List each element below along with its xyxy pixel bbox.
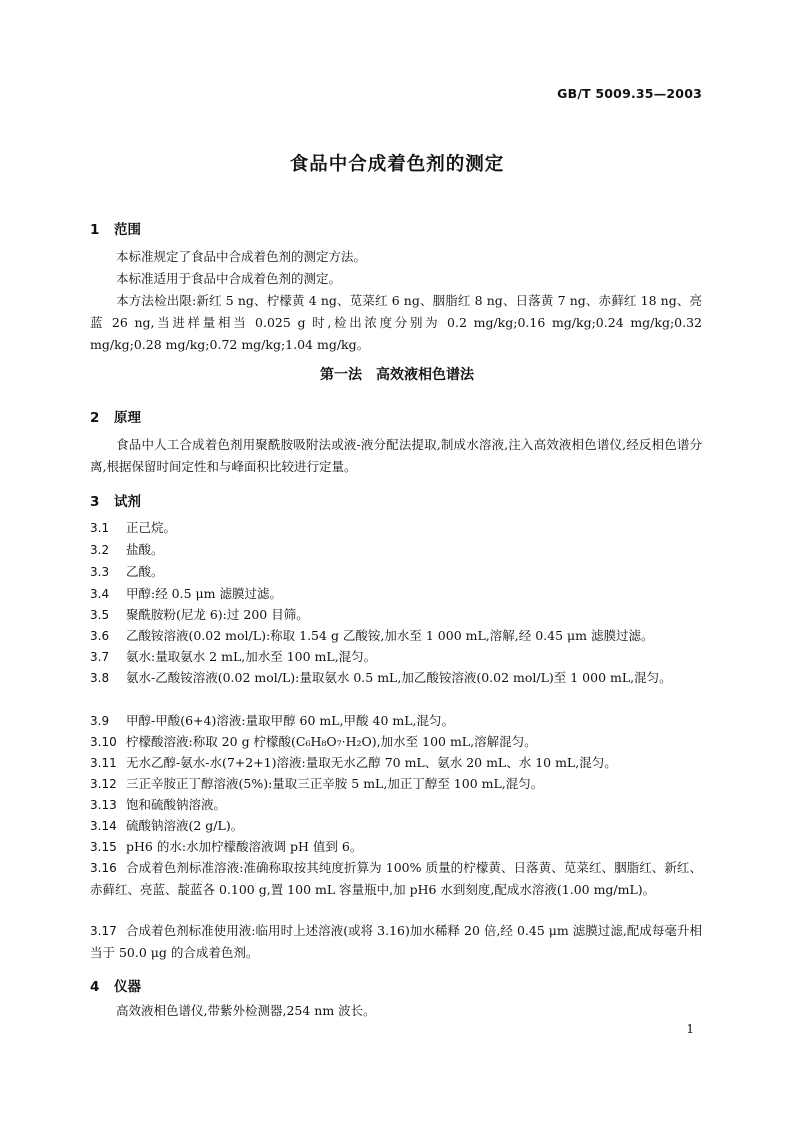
- reagent-number: 3.10: [90, 735, 117, 749]
- section-heading-reagents: [90, 490, 141, 510]
- principle-text: 食品中人工合成着色剂用聚酰胺吸附法或液-液分配法提取,制成水溶液,注入高效液相色谱仪,经反相色谱分离,根据保留时间定性和与峰面积比较进行定量。: [90, 437, 702, 474]
- reagent-number: 3.9: [90, 714, 110, 728]
- reagent-number: 3.16: [90, 861, 117, 875]
- reagent-text: 甲醇-甲酸(6+4)溶液:量取甲醇 60 mL,甲酸 40 mL,混匀。: [126, 713, 455, 728]
- reagent-text: 聚酰胺粉(尼龙 6):过 200 目筛。: [126, 607, 309, 622]
- section-heading-principle: [90, 406, 141, 426]
- reagent-item: [90, 583, 702, 605]
- section-number: 4: [90, 979, 100, 995]
- instrument-paragraph: [90, 1000, 702, 1022]
- reagent-item: [90, 731, 702, 753]
- page-number: 1: [686, 1022, 694, 1036]
- reagent-item: [90, 517, 702, 539]
- reagent-number: 3.6: [90, 629, 110, 643]
- section-heading-scope: [90, 218, 141, 238]
- reagent-number: 3.1: [90, 521, 110, 535]
- scope-text-3: 本方法检出限:新红 5 ng、柠檬黄 4 ng、苋菜红 6 ng、胭脂红 8 ng、日落黄 7 ng、赤藓红 18 ng、亮蓝 26 ng,当进样量相当 0.025 g 时,检出浓度分别为 0.2 mg/kg;0.16 mg/kg;0.24 mg/kg;0.32 mg/kg;0.28 mg/kg;0.72 mg/kg;1.04 mg/kg。: [90, 293, 702, 352]
- scope-text-2: 本标准适用于食品中合成着色剂的测定。: [116, 271, 342, 286]
- reagent-item: [90, 752, 702, 774]
- reagent-text: 饱和硫酸钠溶液。: [126, 797, 227, 812]
- reagent-item: [90, 857, 702, 900]
- reagent-item: [90, 710, 702, 732]
- scope-paragraph-3: [90, 290, 702, 356]
- scope-paragraph-1: [90, 246, 702, 268]
- reagent-text: 乙酸。: [126, 564, 164, 579]
- reagent-text: 合成着色剂标准溶液:准确称取按其纯度折算为 100% 质量的柠檬黄、日落黄、苋菜红、胭脂红、新红、赤藓红、亮蓝、靛蓝各 0.100 g,置 100 mL 容量瓶中,加 pH6 水到刻度,配成水溶液(1.00 mg/mL)。: [90, 860, 702, 897]
- reagent-item: [90, 646, 702, 668]
- reagent-number: 3.12: [90, 777, 117, 791]
- section-number: 3: [90, 494, 100, 510]
- section-number: 2: [90, 410, 100, 426]
- principle-paragraph: [90, 434, 702, 478]
- reagent-text: 乙酸铵溶液(0.02 mol/L):称取 1.54 g 乙酸铵,加水至 1 000 mL,溶解,经 0.45 μm 滤膜过滤。: [126, 628, 654, 643]
- section-title: 仪器: [114, 979, 141, 995]
- reagent-text: 硫酸钠溶液(2 g/L)。: [126, 818, 244, 833]
- standard-code: GB/T 5009.35—2003: [557, 86, 702, 101]
- section-title: 范围: [114, 222, 141, 238]
- document-title: 食品中合成着色剂的测定: [289, 154, 505, 175]
- reagent-number: 3.15: [90, 840, 117, 854]
- reagent-item: [90, 836, 702, 858]
- reagent-text: 盐酸。: [126, 542, 164, 557]
- reagent-number: 3.11: [90, 756, 117, 770]
- reagent-item: [90, 539, 702, 561]
- reagent-text: 无水乙醇-氨水-水(7+2+1)溶液:量取无水乙醇 70 mL、氨水 20 mL、水 10 mL,混匀。: [126, 755, 617, 770]
- reagent-text: pH6 的水:水加柠檬酸溶液调 pH 值到 6。: [126, 839, 363, 854]
- reagent-text: 三正辛胺正丁醇溶液(5%):量取三正辛胺 5 mL,加正丁醇至 100 mL,混匀。: [126, 776, 544, 791]
- reagent-item: [90, 920, 702, 963]
- reagent-text: 柠檬酸溶液:称取 20 g 柠檬酸(C₆H₈O₇·H₂O),加水至 100 mL,溶解混匀。: [126, 734, 537, 749]
- reagent-number: 3.5: [90, 608, 110, 622]
- reagent-text: 甲醇:经 0.5 μm 滤膜过滤。: [126, 586, 282, 601]
- section-title: 原理: [114, 410, 141, 426]
- scope-paragraph-2: [90, 268, 702, 290]
- section-number: 1: [90, 222, 100, 238]
- instrument-text: 高效液相色谱仪,带紫外检测器,254 nm 波长。: [116, 1003, 376, 1018]
- reagent-text: 氨水-乙酸铵溶液(0.02 mol/L):量取氨水 0.5 mL,加乙酸铵溶液(0.02 mol/L)至 1 000 mL,混匀。: [126, 670, 672, 685]
- reagent-number: 3.13: [90, 798, 117, 812]
- reagent-item: [90, 794, 702, 816]
- section-heading-instrument: [90, 975, 141, 995]
- reagent-number: 3.14: [90, 819, 117, 833]
- reagent-number: 3.8: [90, 671, 110, 685]
- reagent-number: 3.3: [90, 565, 110, 579]
- reagent-number: 3.2: [90, 543, 110, 557]
- reagent-number: 3.7: [90, 650, 110, 664]
- section-title: 试剂: [114, 494, 141, 510]
- reagent-item: [90, 815, 702, 837]
- reagent-item: [90, 604, 702, 626]
- reagent-item: [90, 773, 702, 795]
- reagent-item: [90, 625, 702, 647]
- reagent-item: [90, 667, 702, 689]
- scope-text-1: 本标准规定了食品中合成着色剂的测定方法。: [116, 249, 367, 264]
- reagent-number: 3.17: [90, 924, 117, 938]
- method-heading: 第一法 高效液相色谱法: [320, 367, 474, 383]
- reagent-text: 正己烷。: [126, 520, 177, 535]
- reagent-item: [90, 561, 702, 583]
- reagent-text: 氨水:量取氨水 2 mL,加水至 100 mL,混匀。: [126, 649, 377, 664]
- reagent-number: 3.4: [90, 587, 110, 601]
- reagent-text: 合成着色剂标准使用液:临用时上述溶液(或将 3.16)加水稀释 20 倍,经 0.45 μm 滤膜过滤,配成每毫升相当于 50.0 μg 的合成着色剂。: [90, 923, 702, 960]
